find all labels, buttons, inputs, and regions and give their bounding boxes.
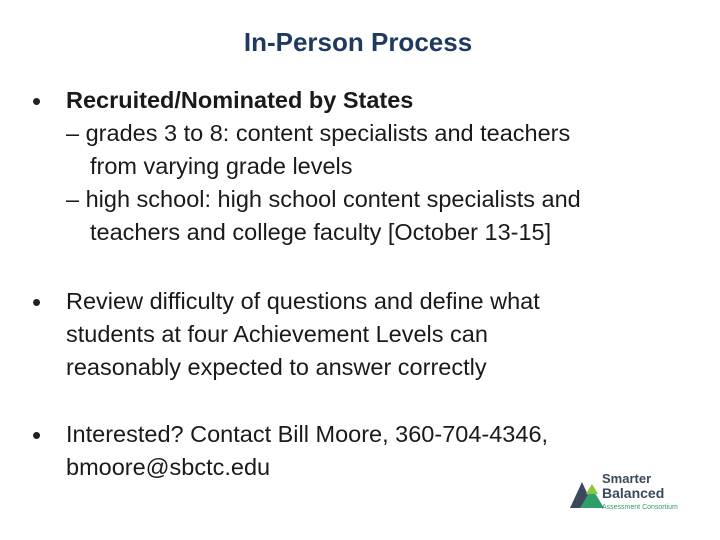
bullet-1-subline-1: – grades 3 to 8: content specialists and teachers (66, 120, 571, 146)
smarter-balanced-logo (568, 468, 692, 516)
bullet-1-text (66, 84, 581, 249)
bullet-2-line-1: Review difficulty of questions and define what (66, 288, 540, 314)
bullet-1-heading: Recruited/Nominated by States (66, 87, 414, 113)
bullet-2-line-3: reasonably expected to answer correctly (66, 354, 487, 380)
bullet-1-subline-3: – high school: high school content specialists and (66, 186, 581, 212)
bullet-1-subline-2: from varying grade levels (90, 153, 353, 179)
bullet-1-subline-4: teachers and college faculty [October 13-15] (90, 219, 552, 245)
logo-line-1: Smarter (602, 471, 652, 486)
logo-mountain-light-icon (586, 484, 598, 494)
logo-line-2: Balanced (602, 485, 665, 501)
bullet-2-text (66, 285, 540, 384)
slide-title: In-Person Process (243, 27, 473, 57)
bullet-marker: • (32, 287, 42, 317)
bullet-marker: • (32, 86, 42, 116)
bullet-3-text (66, 418, 548, 484)
bullet-3-line-1: Interested? Contact Bill Moore, 360-704-4346, (66, 421, 549, 447)
bullet-2-line-2: students at four Achievement Levels can (66, 321, 488, 347)
logo-line-3: Assessment Consortium (602, 504, 678, 511)
bullet-marker: • (32, 420, 42, 450)
bullet-3-line-2: bmoore@sbctc.edu (66, 454, 271, 480)
